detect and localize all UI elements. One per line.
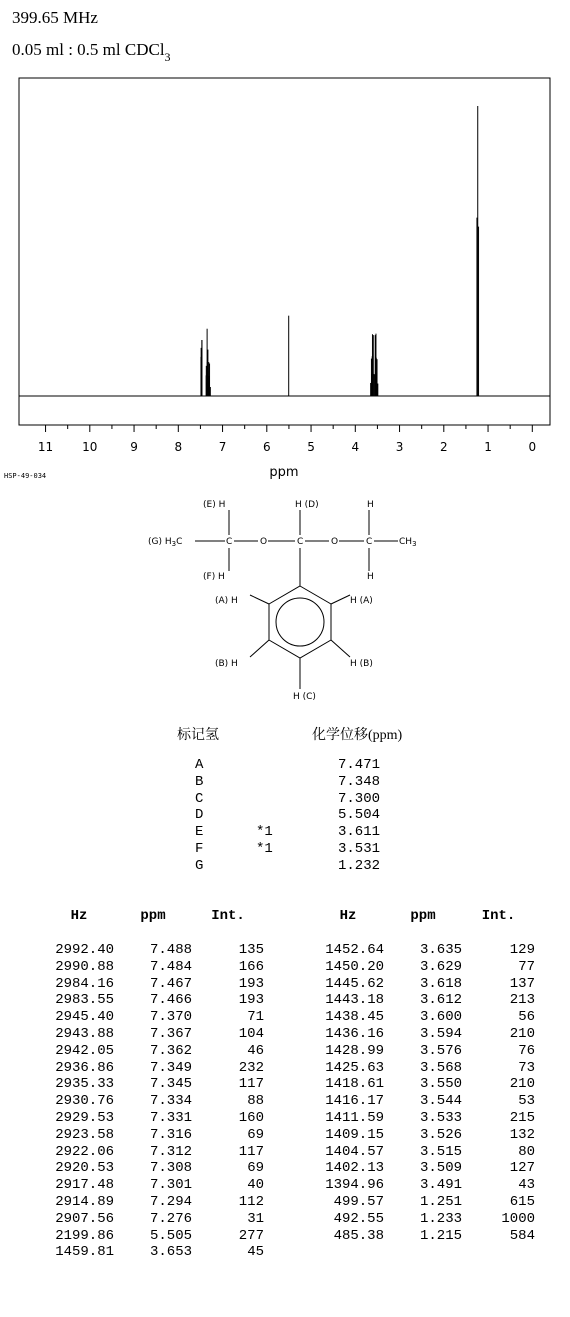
table-row — [312, 1228, 535, 1245]
cell-hz: 1394.96 — [325, 1177, 384, 1194]
x-tick-label: 4 — [351, 440, 360, 454]
col-int: Int. — [481, 908, 516, 924]
cell-int: 277 — [238, 1227, 264, 1244]
cell-ppm: 3.509 — [419, 1160, 462, 1177]
cell-ppm: 1.251 — [419, 1193, 462, 1210]
table-row — [44, 1026, 264, 1043]
cell-hz: 492.55 — [333, 1210, 384, 1227]
cell-int: 166 — [238, 958, 264, 975]
label-d-h: H (D) — [295, 500, 319, 510]
table-row — [312, 1194, 535, 1211]
cell-ppm: 3.515 — [419, 1143, 462, 1160]
atom-o1: O — [260, 537, 268, 547]
cell-int: 160 — [238, 1109, 264, 1126]
cell-hz: 2983.55 — [55, 992, 114, 1009]
cell-ppm: 5.505 — [149, 1227, 192, 1244]
table-row — [44, 959, 264, 976]
cell-int: 40 — [247, 1177, 264, 1194]
x-tick-label: 9 — [130, 440, 138, 454]
table-row — [44, 942, 264, 959]
cell-ppm: 3.600 — [419, 1009, 462, 1026]
cell-hz: 1452.64 — [325, 942, 384, 958]
col-ppm: ppm — [140, 908, 166, 924]
atom-c3: C — [366, 537, 373, 547]
table-row — [44, 1228, 264, 1245]
atom-c2: C — [297, 537, 304, 547]
cell-hz: 2920.53 — [55, 1160, 114, 1177]
cell-ppm: 7.294 — [149, 1193, 192, 1210]
table-row — [44, 1110, 264, 1127]
col-ppm: ppm — [410, 908, 436, 924]
assignment-shift: 3.531 — [338, 841, 381, 857]
x-tick-label: 3 — [395, 440, 404, 454]
plot-frame — [19, 78, 550, 425]
table-row — [44, 992, 264, 1009]
cell-ppm: 7.484 — [149, 958, 192, 975]
cell-ppm: 7.488 — [149, 942, 192, 958]
peak-lines — [201, 106, 479, 396]
cell-ppm: 7.345 — [149, 1076, 192, 1093]
assignment-label: D — [195, 807, 204, 824]
cell-ppm: 3.533 — [419, 1109, 462, 1126]
x-tick-label: 2 — [439, 440, 448, 454]
cell-hz: 1459.81 — [55, 1244, 114, 1261]
table-row — [312, 942, 535, 959]
cell-hz: 2917.48 — [55, 1177, 114, 1194]
cell-ppm: 7.467 — [149, 975, 192, 992]
table-row — [44, 1009, 264, 1026]
cell-ppm: 3.491 — [419, 1177, 462, 1194]
cell-int: 76 — [518, 1042, 535, 1059]
cell-hz: 1428.99 — [325, 1042, 384, 1059]
label-ch3 — [399, 537, 417, 548]
cell-ppm: 3.550 — [419, 1076, 462, 1093]
nmr-spectrum-chart — [0, 0, 570, 480]
x-tick-label: 7 — [218, 440, 227, 454]
table-row — [312, 1177, 535, 1194]
solvent-subscript: 3 — [164, 50, 171, 65]
cell-hz: 499.57 — [333, 1193, 384, 1210]
aromatic-circle — [276, 598, 324, 646]
x-axis-ticks — [38, 425, 536, 454]
assignment-note: *1 — [256, 841, 273, 857]
cell-int: 232 — [238, 1059, 264, 1076]
cell-hz: 2930.76 — [55, 1093, 114, 1110]
cell-ppm: 3.526 — [419, 1126, 462, 1143]
x-axis-label: ppm — [269, 465, 299, 480]
cell-int: 69 — [247, 1160, 264, 1177]
label-b-left: (B) H — [215, 659, 238, 669]
x-tick-label: 11 — [37, 440, 54, 454]
table-row — [44, 976, 264, 993]
table-row — [44, 1194, 264, 1211]
cell-hz: 1425.63 — [325, 1059, 384, 1076]
cell-ppm: 1.233 — [419, 1210, 462, 1227]
cell-int: 104 — [238, 1025, 264, 1042]
cell-hz: 2922.06 — [55, 1143, 114, 1160]
table-row — [312, 1211, 535, 1228]
assignment-label: A — [195, 757, 204, 773]
table-row — [312, 992, 535, 1009]
assignment-note: *1 — [256, 824, 273, 841]
assignment-shift: 7.348 — [338, 773, 381, 790]
cell-ppm: 3.576 — [419, 1042, 462, 1059]
label-a-right: H (A) — [350, 596, 373, 606]
cell-int: 71 — [247, 1009, 264, 1026]
cell-hz: 2199.86 — [55, 1227, 114, 1244]
cell-hz: 2990.88 — [55, 958, 114, 975]
cell-hz: 1404.57 — [325, 1143, 384, 1160]
table-row — [312, 1127, 535, 1144]
cell-hz: 1402.13 — [325, 1160, 384, 1177]
assignment-label: B — [195, 773, 204, 790]
label-h-bot: H — [367, 572, 374, 582]
spectrum-code: HSP-49-034 — [4, 472, 47, 480]
cell-ppm: 7.367 — [149, 1025, 192, 1042]
label-ch3-ch: CH — [399, 537, 413, 547]
cell-hz: 2907.56 — [55, 1210, 114, 1227]
cell-hz: 2923.58 — [55, 1126, 114, 1143]
atom-o2: O — [331, 537, 339, 547]
label-e-h: (E) H — [203, 500, 226, 510]
cell-int: 135 — [238, 942, 264, 958]
cell-int: 210 — [509, 1076, 535, 1093]
cell-int: 137 — [509, 975, 535, 992]
cell-hz: 2984.16 — [55, 975, 114, 992]
table-row — [312, 1110, 535, 1127]
assignment-shift: 5.504 — [338, 807, 381, 824]
table-row — [44, 1093, 264, 1110]
table-row — [312, 976, 535, 993]
cell-hz: 2943.88 — [55, 1025, 114, 1042]
cell-int: 45 — [247, 1244, 264, 1261]
cell-int: 43 — [518, 1177, 535, 1194]
cell-int: 69 — [247, 1126, 264, 1143]
label-g-sub: 3 — [171, 540, 177, 548]
table-row — [312, 1009, 535, 1026]
cell-ppm: 3.544 — [419, 1093, 462, 1110]
cell-int: 117 — [238, 1143, 264, 1160]
cell-int: 129 — [509, 942, 535, 958]
label-g-h: (G) H — [148, 537, 172, 547]
table-row — [312, 1160, 535, 1177]
assignment-header-h: 标记氢 — [177, 728, 219, 743]
assignment-shift: 3.611 — [338, 824, 381, 841]
cell-int: 215 — [509, 1109, 535, 1126]
cell-int: 80 — [518, 1143, 535, 1160]
assignment-label: G — [195, 857, 204, 874]
table-row — [44, 1060, 264, 1077]
table-row — [44, 1127, 264, 1144]
cell-int: 210 — [509, 1025, 535, 1042]
cell-hz: 2929.53 — [55, 1109, 114, 1126]
table-row — [44, 1043, 264, 1060]
cell-ppm: 7.316 — [149, 1126, 192, 1143]
label-g — [148, 537, 182, 548]
peak-table-right — [312, 908, 535, 1244]
cell-int: 213 — [509, 992, 535, 1009]
cell-hz: 2992.40 — [55, 942, 114, 958]
cell-ppm: 7.331 — [149, 1109, 192, 1126]
table-row — [44, 1244, 264, 1261]
table-row — [312, 1144, 535, 1161]
x-tick-label: 5 — [307, 440, 315, 454]
label-c-h: H (C) — [293, 692, 316, 702]
cell-ppm: 3.568 — [419, 1059, 462, 1076]
cell-int: 132 — [509, 1126, 535, 1143]
assignment-shift: 7.300 — [338, 790, 381, 807]
cell-ppm: 7.466 — [149, 992, 192, 1009]
cell-hz: 2914.89 — [55, 1193, 114, 1210]
cell-ppm: 7.312 — [149, 1143, 192, 1160]
table-row — [44, 1076, 264, 1093]
cell-ppm: 7.349 — [149, 1059, 192, 1076]
cell-ppm: 7.362 — [149, 1042, 192, 1059]
peak-table-left — [44, 908, 264, 1261]
table-row — [44, 1144, 264, 1161]
cell-ppm: 7.276 — [149, 1210, 192, 1227]
table-row — [312, 1060, 535, 1077]
cell-hz: 2935.33 — [55, 1076, 114, 1093]
cell-hz: 1438.45 — [325, 1009, 384, 1026]
spectrometer-frequency: 399.65 MHz — [12, 8, 98, 27]
cell-int: 56 — [518, 1009, 535, 1026]
cell-int: 193 — [238, 992, 264, 1009]
cell-ppm: 3.653 — [149, 1244, 192, 1261]
cell-int: 53 — [518, 1093, 535, 1110]
cell-int: 117 — [238, 1076, 264, 1093]
cell-int: 73 — [518, 1059, 535, 1076]
cell-ppm: 3.594 — [419, 1025, 462, 1042]
cell-int: 88 — [247, 1093, 264, 1110]
table-row — [44, 1177, 264, 1194]
assignment-label: C — [195, 790, 204, 807]
cell-ppm: 3.635 — [419, 942, 462, 958]
cell-hz: 2942.05 — [55, 1042, 114, 1059]
cell-int: 31 — [247, 1210, 264, 1227]
assignment-label: F — [195, 841, 204, 857]
solvent-text: 0.05 ml : 0.5 ml CDCl — [12, 40, 165, 59]
cell-int: 584 — [509, 1227, 535, 1244]
cell-hz: 2945.40 — [55, 1009, 114, 1026]
cell-ppm: 1.215 — [419, 1227, 462, 1244]
table-row — [312, 1043, 535, 1060]
cell-hz: 1445.62 — [325, 975, 384, 992]
cell-int: 615 — [509, 1193, 535, 1210]
col-hz: Hz — [339, 908, 357, 924]
table-row — [312, 1093, 535, 1110]
label-f-h: (F) H — [203, 572, 225, 582]
cell-ppm: 7.301 — [149, 1177, 192, 1194]
cell-hz: 1418.61 — [325, 1076, 384, 1093]
cell-hz: 1450.20 — [325, 958, 384, 975]
cell-int: 1000 — [501, 1210, 535, 1227]
cell-ppm: 7.370 — [149, 1009, 192, 1026]
cell-ppm: 3.629 — [419, 958, 462, 975]
table-row — [312, 959, 535, 976]
cell-hz: 485.38 — [333, 1227, 384, 1244]
table-row — [44, 1211, 264, 1228]
cell-hz: 2936.86 — [55, 1059, 114, 1076]
cell-int: 77 — [518, 958, 535, 975]
x-tick-label: 8 — [174, 440, 183, 454]
x-tick-label: 0 — [528, 440, 537, 454]
assignment-shift: 1.232 — [338, 857, 381, 874]
cell-int: 112 — [238, 1193, 264, 1210]
cell-ppm: 3.618 — [419, 975, 462, 992]
cell-int: 46 — [247, 1042, 264, 1059]
x-tick-label: 6 — [262, 440, 271, 454]
table-row — [312, 1076, 535, 1093]
cell-hz: 1411.59 — [325, 1109, 384, 1126]
x-tick-label: 10 — [82, 440, 98, 454]
col-hz: Hz — [70, 908, 88, 924]
x-tick-label: 1 — [484, 440, 492, 454]
cell-ppm: 7.308 — [149, 1160, 192, 1177]
benzene-ring — [269, 586, 331, 658]
label-ch3-sub: 3 — [412, 540, 417, 548]
cell-hz: 1443.18 — [325, 992, 384, 1009]
cell-ppm: 3.612 — [419, 992, 462, 1009]
cell-int: 193 — [238, 975, 264, 992]
cell-hz: 1416.17 — [325, 1093, 384, 1110]
table-row — [312, 1026, 535, 1043]
label-b-right: H (B) — [350, 659, 373, 669]
cell-hz: 1409.15 — [325, 1126, 384, 1143]
cell-int: 127 — [509, 1160, 535, 1177]
atom-c1: C — [226, 537, 233, 547]
cell-hz: 1436.16 — [325, 1025, 384, 1042]
label-a-left: (A) H — [215, 596, 238, 606]
label-h-top: H — [367, 500, 374, 510]
assignment-shift: 7.471 — [338, 757, 381, 773]
assignment-header-shift: 化学位移(ppm) — [312, 728, 403, 743]
label-g-c: C — [176, 537, 183, 547]
assignment-label: E — [195, 824, 204, 841]
table-row — [44, 1160, 264, 1177]
col-int: Int. — [211, 908, 245, 924]
cell-ppm: 7.334 — [149, 1093, 192, 1110]
structure-diagram — [0, 460, 570, 702]
